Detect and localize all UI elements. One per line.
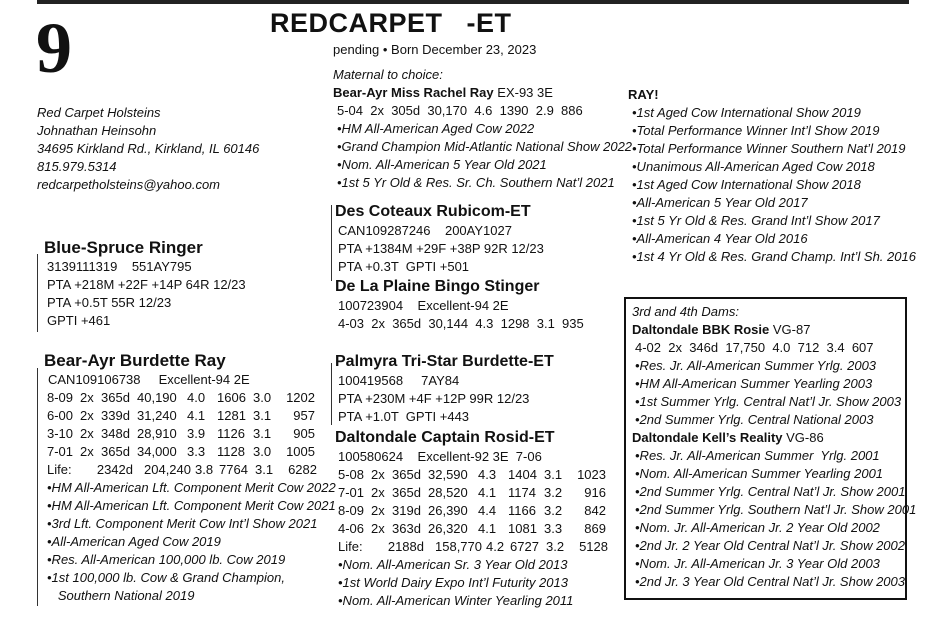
paternal-grandsire-line: PTA +0.3T GPTI +501: [338, 259, 470, 274]
rec-days: 363d: [392, 521, 421, 536]
third-dam-class: VG-87: [772, 322, 811, 337]
dam-lifetime-row: [47, 461, 336, 479]
rec-milk: 26,390: [428, 503, 468, 518]
rec-days: 339d: [101, 408, 130, 423]
dam-record-row: [47, 407, 336, 425]
animal-name: REDCARPET -ET: [270, 8, 512, 38]
rec-age: 3-10: [47, 426, 74, 441]
rec-milkings: 2x: [80, 444, 94, 459]
rec-fat-pct: 4.1: [478, 485, 497, 500]
dam-honor: •3rd Lft. Component Merit Cow Int’l Show 2021: [47, 516, 318, 531]
granddam-honor: •Nom. All-American Sr. 3 Year Old 2013: [338, 557, 568, 572]
dams-box-heading: 3rd and 4th Dams:: [632, 304, 739, 319]
granddam-honor: •Nom. All-American Winter Yearling 2011: [338, 593, 574, 608]
life-protein: 6282: [288, 462, 317, 477]
ray-honor: •Total Performance Winner Southern Nat’l 2019: [632, 141, 906, 156]
rec-days: 348d: [101, 426, 130, 441]
sire-block: [44, 238, 246, 330]
life-milk: 158,770: [435, 539, 482, 554]
ray-honor: •All-American 5 Year Old 2017: [632, 195, 808, 210]
maternal-record: 5-04 2x 305d 30,170 4.6 1390 2.9 886: [337, 103, 583, 118]
third-dam-honor: •Res. Jr. All-American Summer Yrlg. 2003: [635, 358, 877, 373]
life-days: 2188d: [387, 539, 424, 554]
dam-honor: •Res. All-American 100,000 lb. Cow 2019: [47, 552, 286, 567]
maternal-honor: •HM All-American Aged Cow 2022: [337, 121, 535, 136]
third-fourth-dams-box: [624, 297, 917, 600]
rec-fat: 1166: [508, 503, 536, 518]
maternal-granddam-block: [335, 428, 608, 610]
fourth-dam-honor: •Nom. Jr. All-American Jr. 2 Year Old 2002: [635, 520, 880, 535]
rec-fat-pct: 4.0: [187, 390, 206, 405]
sire-line: 3139111319 551AY795: [47, 259, 192, 274]
dam-record-row: [47, 443, 336, 461]
rec-protein: 916: [584, 485, 606, 500]
rec-fat: 1081: [508, 521, 537, 536]
rec-milk: 26,320: [428, 521, 468, 536]
maternal-granddam-name: Daltondale Captain Rosid-ET: [335, 429, 555, 446]
paternal-granddam-name: De La Plaine Bingo Stinger: [335, 278, 540, 295]
paternal-grandsire-block: [335, 202, 544, 276]
rec-fat-pct: 3.3: [187, 444, 206, 459]
rec-fat-pct: 4.4: [478, 503, 497, 518]
maternal-granddam-records: [335, 466, 608, 556]
rec-age: 8-09: [338, 503, 365, 518]
fourth-dam-honor: •Nom. All-American Summer Yearling 2001: [635, 466, 884, 481]
dam-honor: •HM All-American Lft. Component Merit Cow 2022: [47, 480, 336, 495]
fourth-dam-honor: •Nom. Jr. All-American Jr. 3 Year Old 2003: [635, 556, 880, 571]
ray-heading: RAY!: [628, 87, 659, 102]
third-dam-name: Daltondale BBK Rosie: [632, 322, 770, 337]
dam-honor: •All-American Aged Cow 2019: [47, 534, 221, 549]
rec-fat: 1174: [508, 485, 536, 500]
ray-block: [628, 86, 916, 266]
maternal-grandsire-name: Palmyra Tri-Star Burdette-ET: [335, 353, 554, 370]
rec-days: 365d: [101, 390, 130, 405]
rec-milkings: 2x: [80, 408, 94, 423]
ray-honor: •Unanimous All-American Aged Cow 2018: [632, 159, 875, 174]
sire-line: PTA +0.5T 55R 12/23: [47, 295, 172, 310]
rec-protein-pct: 3.1: [253, 408, 272, 423]
maternal-block: [333, 66, 632, 192]
maternal-grandsire-bracket: [331, 363, 332, 425]
sire-line: GPTI +461: [47, 313, 111, 328]
rec-milk: 40,190: [137, 390, 177, 405]
maternal-granddam-reg: 100580624 Excellent-92 3E 7-06: [338, 449, 542, 464]
granddam-record-row: [338, 484, 608, 502]
dam-record-row: [47, 425, 336, 443]
rec-age: 5-08: [338, 467, 365, 482]
consignor-block: [37, 104, 259, 194]
ray-honor: •1st 4 Yr Old & Res. Grand Champ. Int’l Sh. 2016: [632, 249, 916, 264]
rec-milkings: 2x: [371, 503, 385, 518]
rec-protein-pct: 3.2: [544, 485, 563, 500]
rec-age: 7-01: [338, 485, 365, 500]
third-dam-line: [632, 321, 916, 339]
fourth-dam-line: [632, 429, 916, 447]
life-protein: 5128: [579, 539, 608, 554]
sire-bracket: [37, 254, 38, 332]
rec-fat-pct: 3.9: [187, 426, 206, 441]
rec-milkings: 2x: [371, 467, 385, 482]
rec-protein: 905: [293, 426, 315, 441]
rec-milkings: 2x: [371, 485, 385, 500]
maternal-heading: Maternal to choice:: [333, 67, 443, 82]
rec-protein: 1005: [286, 444, 315, 459]
granddam-lifetime-row: [338, 538, 608, 556]
maternal-grandsire-block: [335, 352, 554, 426]
rec-protein: 1023: [577, 467, 606, 482]
life-protein-pct: 3.1: [255, 462, 274, 477]
rec-fat: 1404: [508, 467, 537, 482]
paternal-grandsire-name: Des Coteaux Rubicom-ET: [335, 203, 531, 220]
dam-name: Bear-Ayr Burdette Ray: [44, 351, 226, 370]
fourth-dam-name: Daltondale Kell’s Reality: [632, 430, 783, 445]
ray-honor: •Total Performance Winner Int’l Show 2019: [632, 123, 880, 138]
third-dam-honor: •2nd Summer Yrlg. Central National 2003: [635, 412, 874, 427]
rec-age: 7-01: [47, 444, 74, 459]
fourth-dam-class: VG-86: [786, 430, 824, 445]
maternal-grandsire-line: PTA +1.0T GPTI +443: [338, 409, 470, 424]
maternal-grandsire-line: PTA +230M +4F +12P 99R 12/23: [338, 391, 530, 406]
ray-honor: •All-American 4 Year Old 2016: [632, 231, 808, 246]
maternal-honor: •1st 5 Yr Old & Res. Sr. Ch. Southern Nat’l 2021: [337, 175, 615, 190]
rec-fat: 1126: [217, 426, 245, 441]
rec-protein: 1202: [286, 390, 315, 405]
rec-fat: 1128: [217, 444, 245, 459]
maternal-honor: •Nom. All-American 5 Year Old 2021: [337, 157, 547, 172]
rec-milkings: 2x: [80, 426, 94, 441]
rec-fat: 1281: [217, 408, 246, 423]
third-dam-honor: •HM All-American Summer Yearling 2003: [635, 376, 873, 391]
rec-protein-pct: 3.3: [544, 521, 563, 536]
ray-honor: •1st Aged Cow International Show 2018: [632, 177, 861, 192]
life-label: Life:: [338, 539, 363, 554]
maternal-dam-name: Bear-Ayr Miss Rachel Ray: [333, 85, 494, 100]
rec-fat: 1606: [217, 390, 246, 405]
dam-honor: •HM All-American Lft. Component Merit Cow 2021: [47, 498, 336, 513]
granddam-record-row: [338, 466, 608, 484]
rec-protein: 842: [584, 503, 606, 518]
paternal-granddam-line: 100723904 Excellent-94 2E: [338, 298, 509, 313]
rec-age: 4-06: [338, 521, 365, 536]
consignor-email[interactable]: redcarpetholsteins@yahoo.com: [37, 177, 221, 192]
consignor-address: 34695 Kirkland Rd., Kirkland, IL 60146: [37, 141, 260, 156]
life-days: 2342d: [96, 462, 133, 477]
dam-reg: CAN109106738 Excellent-94 2E: [48, 372, 250, 387]
rec-age: 6-00: [47, 408, 74, 423]
granddam-record-row: [338, 520, 608, 538]
sire-name: Blue-Spruce Ringer: [44, 238, 203, 257]
paternal-granddam-line: 4-03 2x 365d 30,144 4.3 1298 3.1 935: [338, 316, 584, 331]
rec-protein-pct: 3.0: [253, 444, 272, 459]
rec-milkings: 2x: [80, 390, 94, 405]
third-dam-honor: •1st Summer Yrlg. Central Nat’l Jr. Show 2003: [635, 394, 902, 409]
consignor-farm: Red Carpet Holsteins: [37, 105, 161, 120]
rec-milk: 28,910: [137, 426, 177, 441]
rec-days: 365d: [392, 467, 421, 482]
dam-honor: •1st 100,000 lb. Cow & Grand Champion,: [47, 570, 285, 585]
rec-age: 8-09: [47, 390, 74, 405]
ray-honor: •1st 5 Yr Old & Res. Grand Int’l Show 2017: [632, 213, 880, 228]
third-dam-record: 4-02 2x 346d 17,750 4.0 712 3.4 607: [635, 340, 874, 355]
animal-subtitle: pending • Born December 23, 2023: [333, 42, 537, 57]
dam-bracket: [37, 368, 38, 606]
lot-number: 9: [36, 8, 72, 88]
rec-protein-pct: 3.1: [544, 467, 563, 482]
paternal-grandsire-line: PTA +1384M +29F +38P 92R 12/23: [338, 241, 544, 256]
dam-records: [44, 389, 336, 479]
rec-protein-pct: 3.0: [253, 390, 272, 405]
rec-milk: 32,590: [428, 467, 468, 482]
life-milk: 204,240: [144, 462, 191, 477]
consignor-phone: 815.979.5314: [37, 159, 117, 174]
maternal-dam-line: [333, 84, 632, 102]
rec-protein-pct: 3.2: [544, 503, 563, 518]
sire-line: PTA +218M +22F +14P 64R 12/23: [47, 277, 246, 292]
dam-block: [44, 351, 336, 605]
top-rule: [37, 0, 909, 4]
fourth-dam-honor: •2nd Summer Yrlg. Southern Nat’l Jr. Show 2001: [635, 502, 917, 517]
fourth-dam-honor: •2nd Summer Yrlg. Central Nat’l Jr. Show 2001: [635, 484, 906, 499]
life-label: Life:: [47, 462, 72, 477]
maternal-honor: •Grand Champion Mid-Atlantic National Show 2022: [337, 139, 633, 154]
life-fat: 6727: [510, 539, 539, 554]
rec-milkings: 2x: [371, 521, 385, 536]
rec-protein-pct: 3.1: [253, 426, 272, 441]
rec-fat-pct: 4.3: [478, 467, 497, 482]
granddam-honor: •1st World Dairy Expo Int’l Futurity 2013: [338, 575, 568, 590]
rec-fat-pct: 4.1: [187, 408, 206, 423]
life-protein-pct: 3.2: [546, 539, 565, 554]
paternal-granddam-block: [335, 277, 584, 333]
maternal-dam-class: EX-93 3E: [497, 85, 553, 100]
paternal-grandsire-line: CAN109287246 200AY1027: [338, 223, 512, 238]
consignor-owner: Johnathan Heinsohn: [37, 123, 157, 138]
rec-milk: 28,520: [428, 485, 468, 500]
fourth-dam-honor: •2nd Jr. 2 Year Old Central Nat’l Jr. Show 2002: [635, 538, 905, 553]
life-fat-pct: 4.2: [486, 539, 505, 554]
life-fat: 7764: [219, 462, 248, 477]
rec-days: 365d: [101, 444, 130, 459]
maternal-grandsire-line: 100419568 7AY84: [338, 373, 460, 388]
fourth-dam-honor: •Res. Jr. All-American Summer Yrlg. 2001: [635, 448, 880, 463]
dam-record-row: [47, 389, 336, 407]
rec-milk: 34,000: [137, 444, 177, 459]
paternal-grandsire-bracket: [331, 205, 332, 281]
rec-days: 365d: [392, 485, 421, 500]
rec-protein: 869: [584, 521, 606, 536]
fourth-dam-honor: •2nd Jr. 3 Year Old Central Nat’l Jr. Show 2003: [635, 574, 905, 589]
life-fat-pct: 3.8: [195, 462, 214, 477]
rec-days: 319d: [392, 503, 421, 518]
rec-fat-pct: 4.1: [478, 521, 497, 536]
rec-milk: 31,240: [137, 408, 177, 423]
ray-honor: •1st Aged Cow International Show 2019: [632, 105, 861, 120]
rec-protein: 957: [293, 408, 315, 423]
granddam-record-row: [338, 502, 608, 520]
dam-honor: Southern National 2019: [47, 588, 195, 603]
